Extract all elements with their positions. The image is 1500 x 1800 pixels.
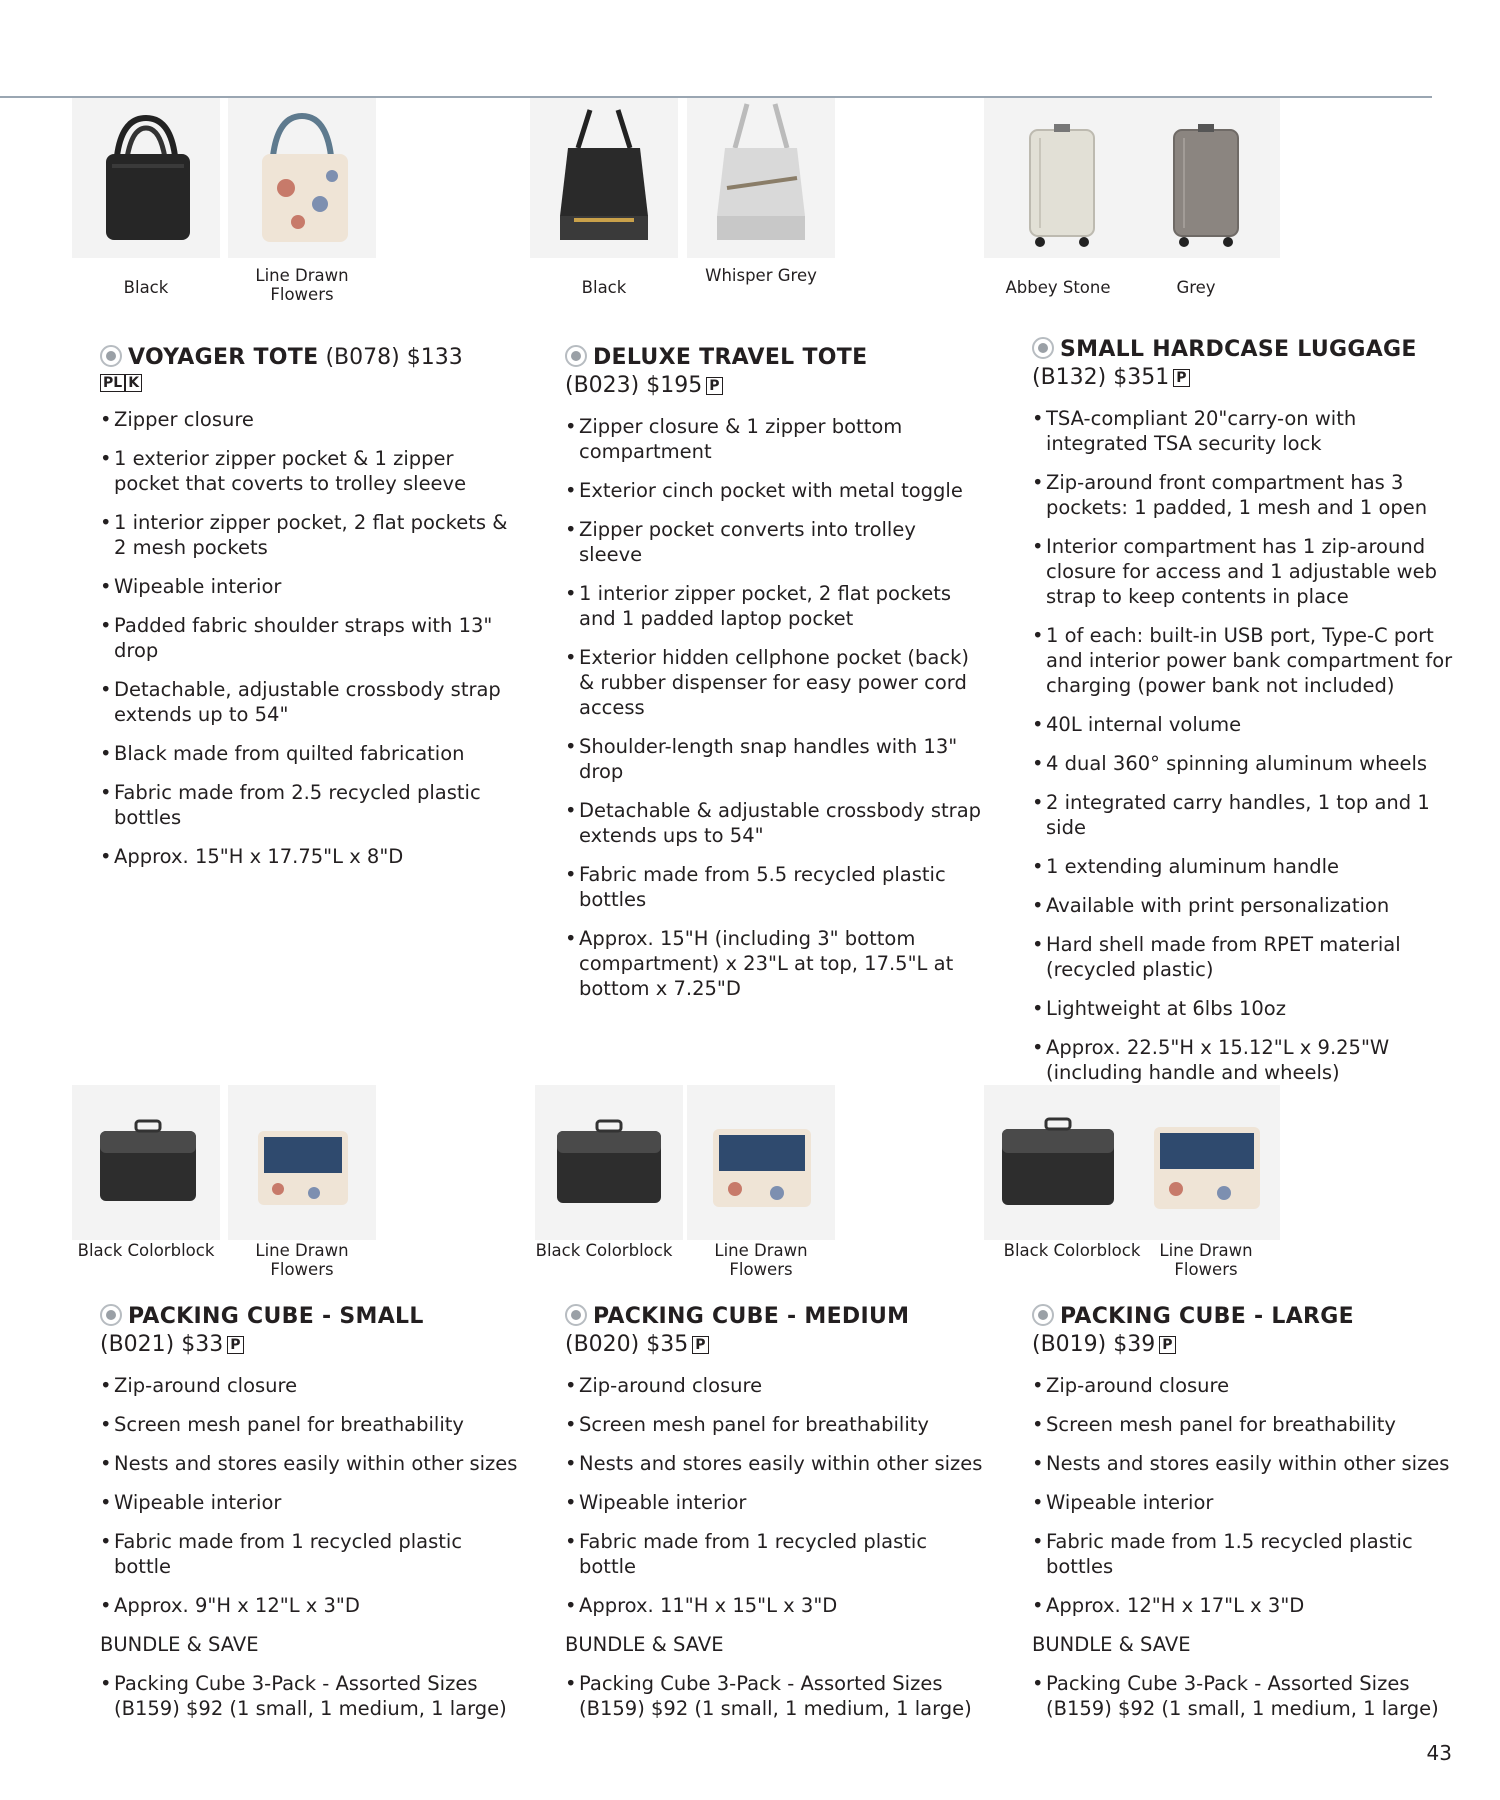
product-name: SMALL HARDCASE LUGGAGE	[1060, 337, 1417, 362]
feature-item: • Nests and stores easily within other sizes	[1032, 1451, 1452, 1476]
product-image-black-colorblock	[535, 1085, 683, 1240]
product-image-whisper-grey	[687, 98, 835, 258]
product-name: VOYAGER TOTE	[128, 345, 319, 370]
feature-item: • Fabric made from 5.5 recycled plastic bottles	[565, 862, 985, 912]
feature-item: • Fabric made from 1 recycled plastic bottle	[565, 1529, 985, 1579]
product-name: DELUXE TRAVEL TOTE	[593, 345, 868, 370]
brand-logo-icon	[1032, 337, 1054, 359]
product-title	[1032, 1303, 1452, 1331]
feature-item: • Hard shell made from RPET material (recycled plastic)	[1032, 932, 1462, 982]
product-image-line-drawn-flowers	[228, 98, 376, 258]
brand-logo-icon	[100, 345, 122, 367]
product-title	[565, 1303, 985, 1331]
feature-item: • Black made from quilted fabrication	[100, 741, 520, 766]
badge-p: P	[1159, 1336, 1175, 1354]
feature-list	[1032, 406, 1462, 1085]
page-number: 43	[1426, 1741, 1452, 1765]
feature-item: • Wipeable interior	[100, 1490, 520, 1515]
feature-item: • Approx. 22.5"H x 15.12"L x 9.25"W (including handle and wheels)	[1032, 1035, 1462, 1085]
badge-k: K	[125, 374, 142, 392]
product-title	[100, 1303, 520, 1331]
product-title	[1032, 336, 1462, 364]
feature-item: • Approx. 15"H x 17.75"L x 8"D	[100, 844, 520, 869]
product-image-line-drawn-flowers	[228, 1085, 376, 1240]
badge-p: P	[1173, 369, 1189, 387]
feature-item: • Available with print personalization	[1032, 893, 1462, 918]
feature-item: • Approx. 11"H x 15"L x 3"D	[565, 1593, 985, 1618]
feature-item: • Detachable, adjustable crossbody strap extends up to 54"	[100, 677, 520, 727]
product-code-price	[1032, 364, 1462, 392]
feature-item: • Nests and stores easily within other sizes	[565, 1451, 985, 1476]
product-price: $195	[646, 373, 703, 398]
feature-item: • Approx. 15"H (including 3" bottom compartment) x 23"L at top, 17.5"L at bottom x 7.25"D	[565, 926, 985, 1001]
feature-item: • Exterior cinch pocket with metal toggle	[565, 478, 985, 503]
feature-item: • Fabric made from 2.5 recycled plastic bottles	[100, 780, 520, 830]
product-images	[77, 1085, 520, 1290]
variant-label: Black	[581, 278, 627, 297]
badge-p: P	[692, 1336, 708, 1354]
bundle-heading: BUNDLE & SAVE	[565, 1633, 724, 1656]
product-packing-cube-large	[1003, 1085, 1452, 1735]
feature-item: • Padded fabric shoulder straps with 13" drop	[100, 613, 520, 663]
feature-item: • 1 exterior zipper pocket & 1 zipper pocket that coverts to trolley sleeve	[100, 446, 520, 496]
feature-list	[100, 407, 520, 869]
bundle-item: • Packing Cube 3-Pack - Assorted Sizes (B159) $92 (1 small, 1 medium, 1 large)	[100, 1671, 520, 1721]
product-code-price	[565, 372, 985, 400]
variant-label: Grey	[1176, 278, 1216, 297]
feature-item: • Zip-around closure	[100, 1373, 520, 1398]
product-voyager-tote	[100, 98, 520, 883]
badge-p: P	[706, 377, 722, 395]
product-images	[100, 98, 520, 328]
product-code: (B020)	[565, 1332, 640, 1357]
product-price: $133	[406, 345, 463, 370]
bundle-list	[100, 1671, 520, 1721]
product-code-price	[565, 1331, 985, 1359]
product-code: (B132)	[1032, 365, 1107, 390]
product-images	[1003, 1085, 1452, 1290]
feature-item: • Screen mesh panel for breathability	[1032, 1412, 1452, 1437]
bundle-list	[565, 1671, 985, 1721]
feature-list	[1032, 1373, 1452, 1618]
feature-item: • Shoulder-length snap handles with 13" drop	[565, 734, 985, 784]
product-code-price	[1032, 1331, 1452, 1359]
bundle-list	[1032, 1671, 1452, 1721]
feature-item: • Wipeable interior	[1032, 1490, 1452, 1515]
product-packing-cube-small	[77, 1085, 520, 1735]
feature-item: • Lightweight at 6lbs 10oz	[1032, 996, 1462, 1021]
product-image-line-drawn-flowers	[687, 1085, 835, 1240]
product-code-price	[100, 1331, 520, 1359]
product-code: (B021)	[100, 1332, 175, 1357]
product-small-hardcase-luggage	[1005, 98, 1462, 1099]
feature-item: • Detachable & adjustable crossbody strap extends ups to 54"	[565, 798, 985, 848]
feature-item: • Approx. 12"H x 17"L x 3"D	[1032, 1593, 1452, 1618]
variant-label: Line Drawn Flowers	[1159, 1241, 1253, 1279]
feature-item: • Screen mesh panel for breathability	[100, 1412, 520, 1437]
product-code: (B023)	[565, 373, 640, 398]
bundle-heading: BUNDLE & SAVE	[1032, 1633, 1191, 1656]
variant-label: Black Colorblock	[1003, 1241, 1141, 1260]
product-image-line-drawn-flowers	[1132, 1085, 1280, 1240]
feature-item: • Approx. 9"H x 12"L x 3"D	[100, 1593, 520, 1618]
product-image-grey	[1132, 98, 1280, 258]
variant-label: Black	[123, 278, 169, 297]
badges	[100, 374, 520, 393]
feature-item: • Screen mesh panel for breathability	[565, 1412, 985, 1437]
product-code: (B078)	[325, 345, 400, 370]
feature-item: • 1 of each: built-in USB port, Type-C port and interior power bank compartment for charging (power bank not included)	[1032, 623, 1462, 698]
product-images	[535, 1085, 985, 1290]
feature-item: • Zipper pocket converts into trolley sleeve	[565, 517, 985, 567]
feature-item: • Zip-around closure	[565, 1373, 985, 1398]
product-deluxe-travel-tote	[565, 98, 985, 1015]
product-title	[100, 344, 520, 372]
product-price: $39	[1113, 1332, 1156, 1357]
feature-list	[565, 414, 985, 1001]
product-images	[1005, 98, 1462, 320]
feature-item: • 1 interior zipper pocket, 2 flat pockets & 2 mesh pockets	[100, 510, 520, 560]
product-image-black	[530, 98, 678, 258]
brand-logo-icon	[565, 1304, 587, 1326]
feature-item: • Zipper closure & 1 zipper bottom compartment	[565, 414, 985, 464]
product-image-black	[72, 98, 220, 258]
variant-label: Whisper Grey	[705, 266, 817, 285]
feature-item: • Exterior hidden cellphone pocket (back) & rubber dispenser for easy power cord access	[565, 645, 985, 720]
product-title	[565, 344, 985, 372]
product-price: $33	[181, 1332, 224, 1357]
bundle-item: • Packing Cube 3-Pack - Assorted Sizes (B159) $92 (1 small, 1 medium, 1 large)	[1032, 1671, 1452, 1721]
feature-item: • 2 integrated carry handles, 1 top and 1 side	[1032, 790, 1462, 840]
feature-item: • Wipeable interior	[100, 574, 520, 599]
variant-label: Line Drawn Flowers	[714, 1241, 808, 1279]
bundle-item: • Packing Cube 3-Pack - Assorted Sizes (B159) $92 (1 small, 1 medium, 1 large)	[565, 1671, 985, 1721]
product-images	[565, 98, 985, 328]
variant-label: Line Drawn Flowers	[255, 266, 349, 304]
badge-p: P	[227, 1336, 243, 1354]
brand-logo-icon	[1032, 1304, 1054, 1326]
feature-item: • 1 extending aluminum handle	[1032, 854, 1462, 879]
variant-label: Black Colorblock	[77, 1241, 215, 1260]
product-code: (B019)	[1032, 1332, 1107, 1357]
product-image-black-colorblock	[984, 1085, 1132, 1240]
product-price: $35	[646, 1332, 689, 1357]
variant-label: Line Drawn Flowers	[255, 1241, 349, 1279]
feature-item: • Wipeable interior	[565, 1490, 985, 1515]
product-name: PACKING CUBE - MEDIUM	[593, 1304, 910, 1329]
product-price: $351	[1113, 365, 1170, 390]
brand-logo-icon	[565, 345, 587, 367]
feature-item: • Zip-around closure	[1032, 1373, 1452, 1398]
feature-item: • Interior compartment has 1 zip-around closure for access and 1 adjustable web strap to keep contents in place	[1032, 534, 1462, 609]
feature-list	[565, 1373, 985, 1618]
product-name: PACKING CUBE - LARGE	[1060, 1304, 1354, 1329]
brand-logo-icon	[100, 1304, 122, 1326]
feature-list	[100, 1373, 520, 1618]
feature-item: • Nests and stores easily within other sizes	[100, 1451, 520, 1476]
feature-item: • 4 dual 360° spinning aluminum wheels	[1032, 751, 1462, 776]
product-image-abbey-stone	[984, 98, 1132, 258]
bundle-heading: BUNDLE & SAVE	[100, 1633, 259, 1656]
feature-item: • TSA-compliant 20"carry-on with integrated TSA security lock	[1032, 406, 1462, 456]
badge-pl: PL	[100, 374, 125, 392]
feature-item: • 40L internal volume	[1032, 712, 1462, 737]
feature-item: • Zipper closure	[100, 407, 520, 432]
feature-item: • Zip-around front compartment has 3 pockets: 1 padded, 1 mesh and 1 open	[1032, 470, 1462, 520]
feature-item: • Fabric made from 1 recycled plastic bottle	[100, 1529, 520, 1579]
product-name: PACKING CUBE - SMALL	[128, 1304, 424, 1329]
feature-item: • 1 interior zipper pocket, 2 flat pockets and 1 padded laptop pocket	[565, 581, 985, 631]
variant-label: Black Colorblock	[535, 1241, 673, 1260]
feature-item: • Fabric made from 1.5 recycled plastic bottles	[1032, 1529, 1452, 1579]
product-image-black-colorblock	[72, 1085, 220, 1240]
product-packing-cube-medium	[535, 1085, 985, 1735]
variant-label: Abbey Stone	[1005, 278, 1111, 297]
